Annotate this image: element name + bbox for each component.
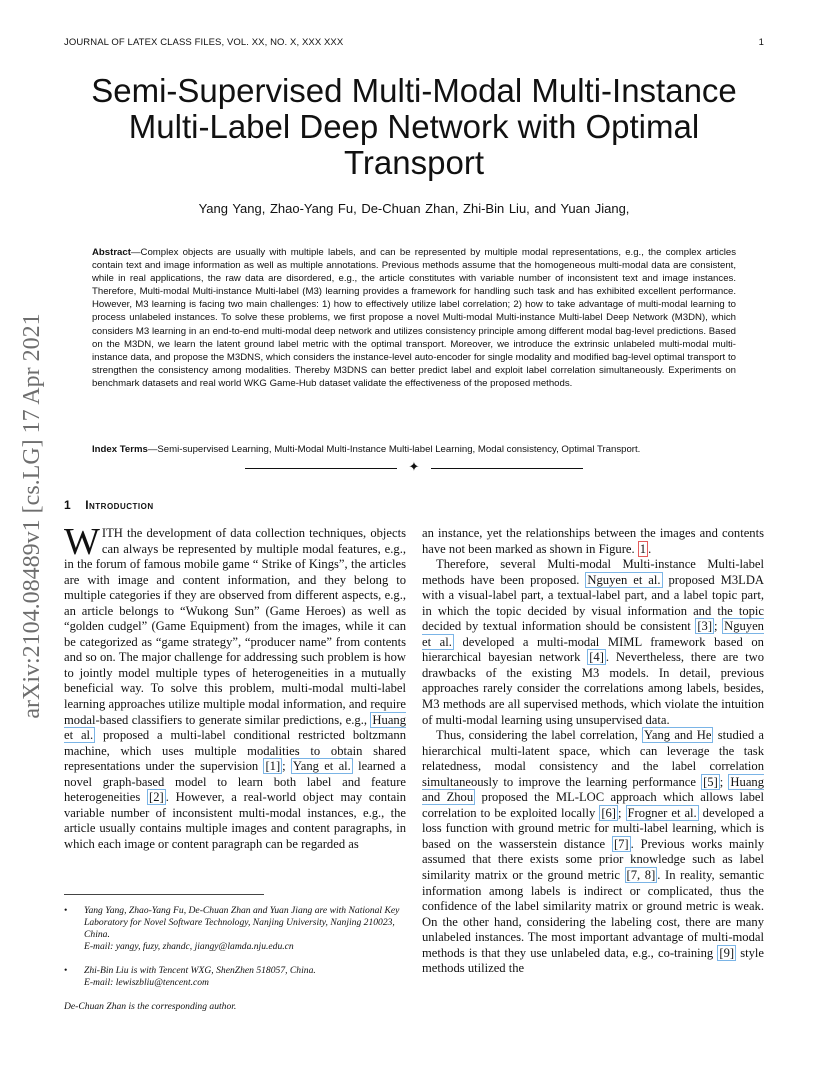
footnote-affiliation-1 xyxy=(64,905,406,953)
paragraph-text: style methods utilized the xyxy=(422,945,764,976)
paragraph-text: ; xyxy=(719,774,729,789)
section-number: 1 xyxy=(64,498,72,512)
paragraph-text: the development of data collection techniques, objects can always be represented by multiple modal features, e.g., in the forum of famous mobile game “ Strike of Kings”, the articles are with image and content information, and they belong to multiple categories if they are observed from different aspects, e.g., an article belongs to “Wukong Sun” (Game Heroes) as well as “golden cudgel” (Game Equipment) from the images, while it can be categorized as “game strategy”, “producer name” from contents and so on. The major challenge for addressing such problem is how to jointly model multiple types of heterogeneities in a mutually beneficial way. To solve this problem, multi-modal multi-label learning approaches utilize multiple modal information, and require modal-based classifiers to generate similar predictions, e.g., xyxy=(64,526,406,727)
paragraph-text: Thus, considering the label correlation, xyxy=(436,728,643,743)
footnotes xyxy=(64,905,406,1013)
paragraph-text: developed a loss function with ground metric for multi-label learning, which is based on the wasserstein distance xyxy=(422,805,765,851)
citation-link-frogner[interactable]: Frogner et al. xyxy=(627,805,697,820)
intro-paragraph-2 xyxy=(422,557,764,728)
footnote-email: E-mail: yangy, fuzy, zhandc, jiangy@lamda.nju.edu.cn xyxy=(84,941,294,952)
paper-title: Semi-Supervised Multi-Modal Multi-Instance Multi-Label Deep Network with Optimal Transport xyxy=(91,72,737,181)
reference-link-7[interactable]: [7] xyxy=(613,836,629,851)
paragraph-text: . xyxy=(648,541,652,556)
paragraph-text: proposed a multi-label conditional restricted boltzmann machine, which uses multiple modalities to obtain shared representations under the supervision xyxy=(64,728,406,774)
figure-link-1[interactable]: 1 xyxy=(639,541,647,556)
paragraph-text: studied a hierarchical multi-latent space, which can leverage the task relatedness, modal consistency and the label correlation simultaneously to improve the learning performance xyxy=(422,728,764,789)
intro-paragraph-1 xyxy=(64,521,406,852)
drop-cap: W xyxy=(64,521,100,563)
separator-line-left xyxy=(245,468,397,469)
paragraph-text: . Nevertheless, there are two drawbacks of the existing M3 models. In detail, previous approaches rarely consider the correlations among labels, besides, M3 methods are all supervised methods, which violate the intuition of multi-modal learning using unsupervised data. xyxy=(422,650,764,727)
paragraph-text: proposed M3LDA with a visual-label part, a textual-label part, and a label topic part, in which the topic decided by visual information and the topic decided by textual information should be consistent xyxy=(422,572,765,634)
running-header xyxy=(64,37,764,51)
separator-line-right xyxy=(431,468,583,469)
paragraph-text: developed a multi-modal MIML framework based on hierarchical bayesian network xyxy=(422,634,764,665)
citation-link-nguyen[interactable]: Nguyen et al. xyxy=(587,572,661,587)
footnote-affiliation-2 xyxy=(64,965,406,989)
index-terms xyxy=(92,443,736,456)
journal-header: JOURNAL OF LATEX CLASS FILES, VOL. XX, NO. X, XXX XXX xyxy=(64,37,344,48)
paragraph-text: . However, a real-world object may contain variable number of inconsistent multi-modal instances, e.g., the article usually contains multiple images and content paragraphs, in which each image or content paragraph can be regarded as xyxy=(64,790,406,851)
abstract-text: —Complex objects are usually with multiple labels, and can be represented by multiple modal representations, e.g., the complex articles contain text and image information as well as multiple annotations. Previous methods assume that the homogeneous multi-modal data are consistent, while in real applications, the raw data are disordered, e.g., the article constitutes with variable number of inconsistent text and image instances. Therefore, Multi-modal Multi-instance Multi-label (M3) learning provides a framework for handling such task and has exhibited excellent performance. However, M3 learning is facing two main challenges: 1) how to effectively utilize label correlation; 2) how to take advantage of multi-modal learning to process unlabeled instances. To solve these problems, we first propose a novel Multi-modal Multi-instance Multi-label Deep Network (M3DN), which considers M3 learning in an end-to-end multi-modal deep network and utilizes consistency principle among different modal bag-level predictions. Based on the M3DN, we learn the latent ground label metric with the optimal transport. Moreover, we introduce the extrinsic unlabeled multi-modal multi-instance data, and propose the M3DNS, which considers the instance-level auto-encoder for single modality and modified bag-level optimal transport to strengthen the consistency among modalities. Thereby M3DNS can better predict label and exploit label correlation simultaneously. Experiments on benchmark datasets and real world WKG Game-Hub dataset validate the effectiveness of the proposed methods. xyxy=(92,247,736,389)
index-terms-label: Index Terms xyxy=(92,444,148,455)
abstract-label: Abstract xyxy=(92,247,131,258)
reference-link-7-8[interactable]: [7, 8] xyxy=(626,868,656,883)
paragraph-text: ; xyxy=(618,805,626,820)
paragraph-text: Therefore, several Multi-modal Multi-instance Multi-label methods have been proposed. xyxy=(422,557,764,587)
reference-link-5[interactable]: [5] xyxy=(703,774,718,789)
page-number: 1 xyxy=(758,37,764,48)
bullet-icon: • xyxy=(64,965,68,976)
intro-paragraph-1-cont xyxy=(422,526,764,557)
footnote-text: Yang Yang, Zhao-Yang Fu, De-Chuan Zhan and Yuan Jiang are with National Key Laboratory for Novel Software Technology, Nanjing University, Nanjing 210023, China. xyxy=(84,905,400,940)
paragraph-text: . Previous works mainly assumed that there exists some prior knowledge such as label similarity matrix or the ground metric xyxy=(422,836,764,883)
footnote-email: E-mail: lewiszbliu@tencent.com xyxy=(84,977,209,988)
paragraph-text: ; xyxy=(282,759,291,774)
paragraph-text: ; xyxy=(714,619,723,634)
intro-paragraph-3 xyxy=(422,728,764,977)
right-column xyxy=(422,526,764,977)
author-list: Yang Yang, Zhao-Yang Fu, De-Chuan Zhan, Zhi-Bin Liu, and Yuan Jiang, xyxy=(198,201,630,216)
reference-link-1[interactable]: [1] xyxy=(265,759,281,774)
reference-link-6[interactable]: [6] xyxy=(601,805,616,820)
citation-link-yang[interactable]: Yang et al. xyxy=(292,759,351,774)
footnote-rule xyxy=(64,894,264,895)
first-word-smallcaps: ITH xyxy=(101,526,123,540)
index-terms-text: —Semi-supervised Learning, Multi-Modal Multi-Instance Multi-label Learning, Modal consistency, Optimal Transport. xyxy=(147,444,641,455)
reference-link-3[interactable]: [3] xyxy=(697,619,713,634)
citation-link-huang-zhou[interactable]: Huang and Zhou xyxy=(422,774,764,805)
arxiv-identifier: arXiv:2104.08489v1 [cs.LG] 17 Apr 2021 xyxy=(19,313,45,719)
abstract xyxy=(92,246,736,390)
paragraph-text: an instance, yet the relationships between the images and contents have not been marked as shown in Figure. xyxy=(422,526,764,556)
footnote-text: Zhi-Bin Liu is with Tencent WXG, ShenZhen 518057, China. xyxy=(84,965,316,976)
section-heading xyxy=(64,498,154,512)
bullet-icon: • xyxy=(64,905,68,916)
paragraph-text: proposed the ML-LOC approach which allows label correlation to be exploited locally xyxy=(422,790,764,820)
section-title: Introduction xyxy=(85,498,154,512)
reference-link-2[interactable]: [2] xyxy=(149,790,164,805)
citation-link-huang[interactable]: Huang et al. xyxy=(64,712,406,743)
separator-diamond-icon: ✦ xyxy=(408,460,420,475)
corresponding-author-note: De-Chuan Zhan is the corresponding author. xyxy=(64,1001,237,1012)
left-column xyxy=(64,521,406,852)
reference-link-4[interactable]: [4] xyxy=(589,650,604,665)
paragraph-text: learned a novel graph-based model to learn both label and feature heterogeneities xyxy=(64,759,406,805)
citation-link-nguyen-2[interactable]: Nguyen et al. xyxy=(422,619,764,649)
citation-link-yang-he[interactable]: Yang and He xyxy=(644,728,712,743)
reference-link-9[interactable]: [9] xyxy=(719,945,735,960)
paragraph-text: . In reality, semantic information among labels is indirect or complicated, thus the confidence of the label similarity matrix or ground metric is weak. On the other hand, considering the labeling cost, there are many unlabeled instances. The most important advantage of multi-modal methods is that they use unlabeled data, e.g., co-training xyxy=(422,868,765,960)
